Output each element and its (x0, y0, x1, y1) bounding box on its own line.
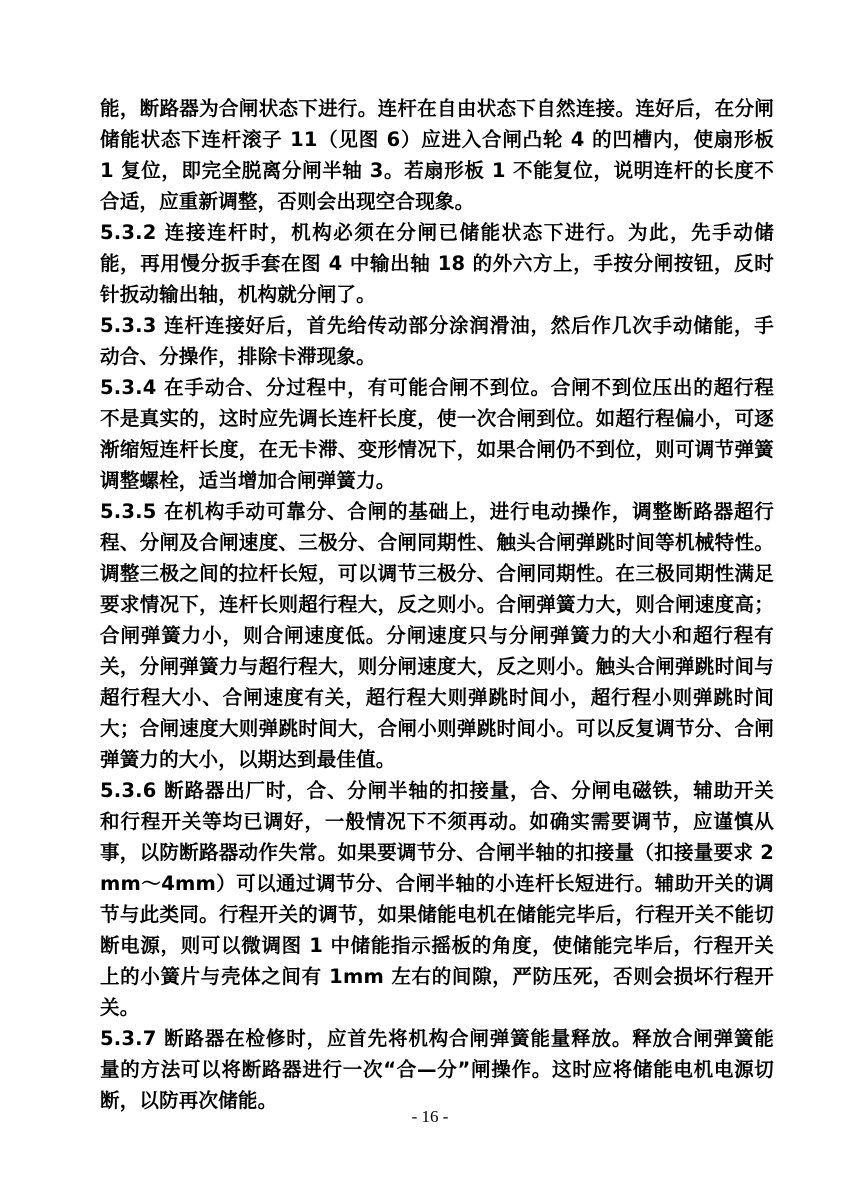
paragraph-5-3-6: 5.3.6 断路器出厂时，合、分闸半轴的扣接量，合、分闸电磁铁，辅助开关和行程开关等均已调好，一般情况下不须再动。如确实需要调节，应谨慎从事，以防断路器动作失常。如果要调节分、合闸半轴的扣接量（扣接量要求 2mm～4mm）可以通过调节分、合闸半轴的小连杆长短进行。辅助开关的调节与此类同。行程开关的调节，如果储能电机在储能完毕后，行程开关不能切断电源，则可以微调图 1 中储能指示摇板的角度，使储能完毕后，行程开关上的小簧片与壳体之间有 1mm 左右的间隙，严防压死，否则会损坏行程开关。 (100, 779, 774, 1019)
paragraph-5-3-2: 5.3.2 连接连杆时，机构必须在分闸已储能状态下进行。为此，先手动储能，再用慢分扳手套在图 4 中输出轴 18 的外六方上，手按分闸按钮，反时针扳动输出轴，机构就分闸了。 (100, 221, 774, 306)
paragraph-5-3-5: 5.3.5 在机构手动可靠分、合闸的基础上，进行电动操作，调整断路器超行程、分闸及合闸速度、三极分、合闸同期性、触头合闸弹跳时间等机械特性。调整三极之间的拉杆长短，可以调节三极分、合闸同期性。在三极同期性满足要求情况下，连杆长则超行程大，反之则小。合闸弹簧力大，则合闸速度高；合闸弹簧力小，则合闸速度低。分闸速度只与分闸弹簧力的大小和超行程有关，分闸弹簧力与超行程大，则分闸速度大，反之则小。触头合闸弹跳时间与超行程大小、合闸速度有关，超行程大则弹跳时间小，超行程小则弹跳时间大；合闸速度大则弹跳时间大，合闸小则弹跳时间小。可以反复调节分、合闸弹簧力的大小，以期达到最佳值。 (100, 500, 774, 771)
paragraph-5-3-3: 5.3.3 连杆连接好后，首先给传动部分涂润滑油，然后作几次手动储能，手动合、分操作，排除卡滞现象。 (100, 314, 774, 368)
paragraph-5-3-4: 5.3.4 在手动合、分过程中，有可能合闸不到位。合闸不到位压出的超行程不是真实的，这时应先调长连杆长度，使一次合闸到位。如超行程偏小，可逐渐缩短连杆长度，在无卡滞、变形情况下，如果合闸仍不到位，则可调节弹簧调整螺栓，适当增加合闸弹簧力。 (100, 376, 774, 492)
page-number: - 16 - (411, 1107, 449, 1126)
paragraph-5-3-7: 5.3.7 断路器在检修时，应首先将机构合闸弹簧能量释放。释放合闸弹簧能量的方法可以将断路器进行一次“合—分”闸操作。这时应将储能电机电源切断，以防再次储能。 (100, 1027, 774, 1112)
document-body (100, 93, 774, 1116)
paragraph-continuation: 能，断路器为合闸状态下进行。连杆在自由状态下自然连接。连好后，在分闸储能状态下连杆滚子 11（见图 6）应进入合闸凸轮 4 的凹槽内，使扇形板 1 复位，即完全脱离分闸半轴 3。若扇形板 1 不能复位，说明连杆的长度不合适，应重新调整，否则会出现空合现象。 (100, 97, 774, 213)
